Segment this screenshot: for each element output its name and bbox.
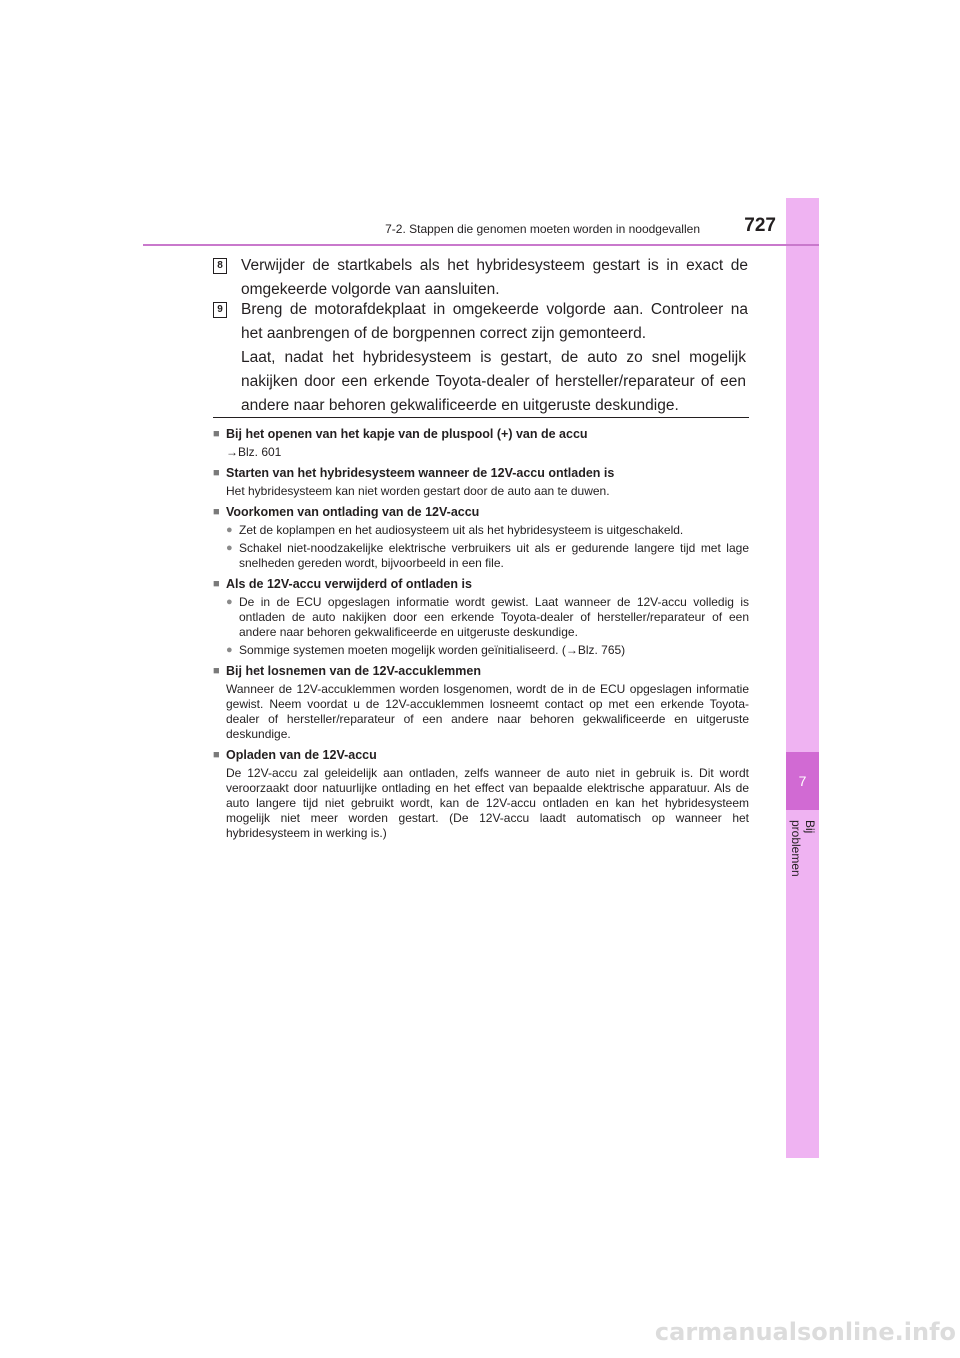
circle-bullet-icon: ● xyxy=(226,644,233,656)
note-body: Het hybridesysteem kan niet worden gestart door de auto aan te duwen. xyxy=(226,484,610,498)
bullet-item: ● Schakel niet-noodzakelijke elektrische verbruikers uit als er gedurende langere tijd met lage snelheden gereden wordt, bijvoorbeeld in een file. xyxy=(226,541,749,570)
bullet-item: ● De in de ECU opgeslagen informatie wordt gewist. Laat wanneer de 12V-accu volledig is ontladen de auto nakijken door een erkende Toyota-dealer of hersteller/reparateur of een andere naar behoren gekwalificeerde en uitgeruste deskundige. xyxy=(226,595,749,639)
note-body: Wanneer de 12V-accuklemmen worden losgenomen, wordt de in de ECU opgeslagen informatie gewist. Neem voordat u de 12V-accuklemmen losneemt contact op met een erkende Toyota-dealer of hersteller/reparateur of een andere naar behoren gekwalificeerde en uitgeruste deskundige. xyxy=(226,682,749,741)
watermark: carmanualsonline.info xyxy=(654,1318,956,1346)
note-heading: Als de 12V-accu verwijderd of ontladen is xyxy=(226,577,472,591)
section-divider xyxy=(213,417,749,418)
step-number-badge: 8 xyxy=(213,258,227,274)
step-text: Verwijder de startkabels als het hybridesysteem gestart is in exact de omgekeerde volgorde van aansluiten. xyxy=(241,257,748,298)
square-bullet-icon: ■ xyxy=(213,428,220,440)
chapter-side-tab xyxy=(786,198,819,1158)
note-item xyxy=(213,747,749,841)
square-bullet-icon: ■ xyxy=(213,665,220,677)
square-bullet-icon: ■ xyxy=(213,749,220,761)
note-heading: Starten van het hybridesysteem wanneer de 12V-accu ontladen is xyxy=(226,466,615,480)
circle-bullet-icon: ● xyxy=(226,542,233,554)
bullet-item: ● Zet de koplampen en het audiosysteem uit als het hybridesysteem is uitgeschakeld. xyxy=(226,523,684,537)
note-body: →Blz. 601 xyxy=(226,445,282,459)
note-item xyxy=(213,576,749,658)
section-title: 7-2. Stappen die genomen moeten worden in noodgevallen xyxy=(385,222,700,236)
note-item xyxy=(213,426,749,460)
note-item xyxy=(213,663,749,742)
square-bullet-icon: ■ xyxy=(213,467,220,479)
notes-section xyxy=(213,426,749,846)
step-9 xyxy=(213,298,748,346)
circle-bullet-icon: ● xyxy=(226,524,233,536)
page-number: 727 xyxy=(744,215,776,236)
header-divider xyxy=(143,244,819,246)
note-heading: Opladen van de 12V-accu xyxy=(226,748,377,762)
note-body: De 12V-accu zal geleidelijk aan ontladen, zelfs wanneer de auto niet in gebruik is. Dit wordt veroorzaakt door natuurlijke ontlading en het effect van bepaalde elektrische apparatuur. Als de auto langere tijd niet gebruikt wordt, kan de 12V-accu ontladen en kan het hybridesysteem mogelijk niet meer worden gestart. (De 12V-accu laadt automatisch op wanneer het hybridesysteem in werking is.) xyxy=(226,766,749,840)
note-item xyxy=(213,465,749,499)
square-bullet-icon: ■ xyxy=(213,578,220,590)
step-8 xyxy=(213,254,748,302)
note-heading: Bij het losnemen van de 12V-accuklemmen xyxy=(226,664,481,678)
body-paragraph: Laat, nadat het hybridesysteem is gestart, de auto zo snel mogelijk nakijken door een erkende Toyota-dealer of hersteller/reparateur of een andere naar behoren gekwalificeerde en uitgeruste deskundige. xyxy=(241,349,746,414)
chapter-number: 7 xyxy=(786,752,819,810)
circle-bullet-icon: ● xyxy=(226,596,233,608)
note-item xyxy=(213,504,749,571)
bullet-item: ● Sommige systemen moeten mogelijk worden geïnitialiseerd. (→Blz. 765) xyxy=(226,643,626,657)
step-number-badge: 9 xyxy=(213,302,227,318)
chapter-label: Bij problemen xyxy=(789,820,817,877)
note-heading: Bij het openen van het kapje van de pluspool (+) van de accu xyxy=(226,427,588,441)
square-bullet-icon: ■ xyxy=(213,506,220,518)
note-heading: Voorkomen van ontlading van de 12V-accu xyxy=(226,505,480,519)
step-text: Breng de motorafdekplaat in omgekeerde volgorde aan. Controleer na het aanbrengen of de borgpennen correct zijn gemonteerd. xyxy=(241,301,748,342)
